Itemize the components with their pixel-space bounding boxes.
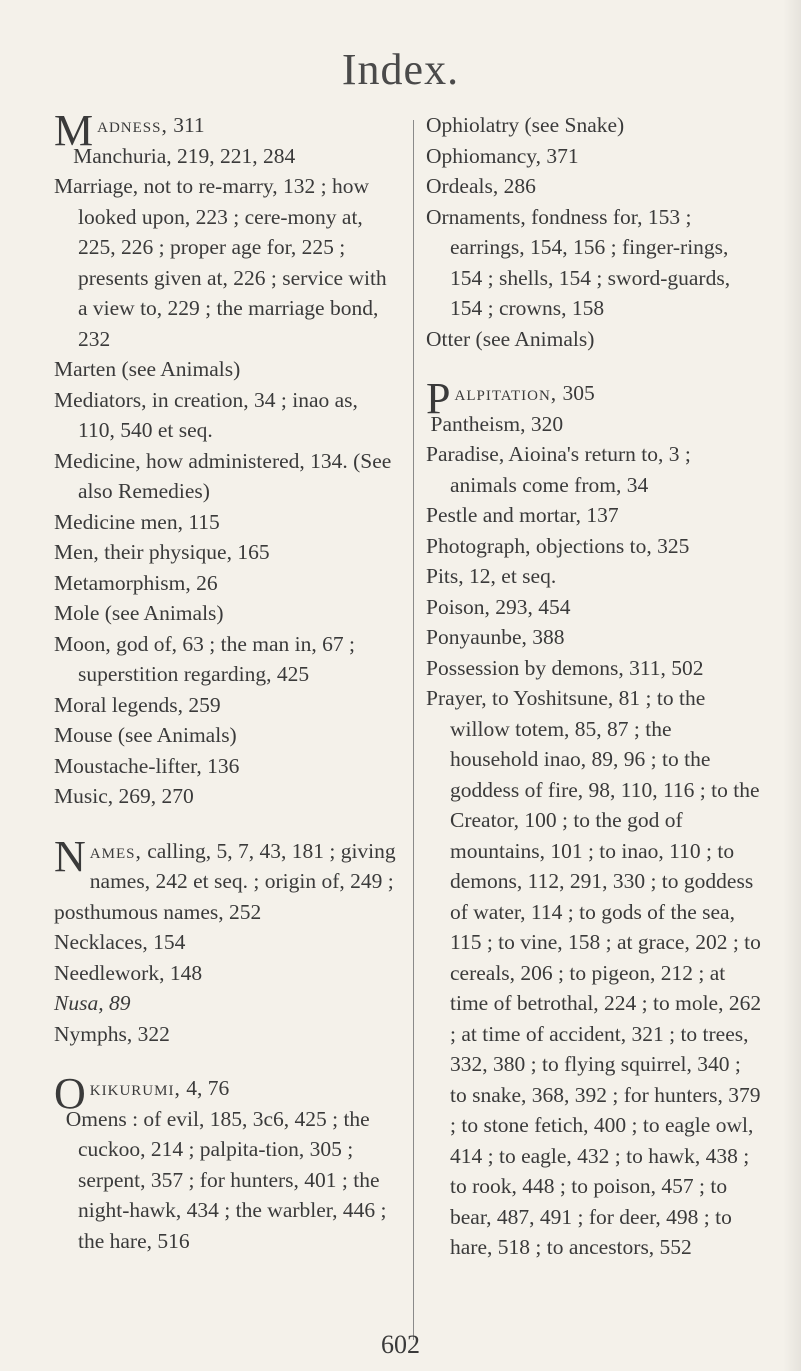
index-entry: Moral legends, 259 xyxy=(54,692,221,717)
lead-word: adness, xyxy=(97,113,168,137)
index-entry: Paradise, Aioina's return to, 3 ; animals come from, 34 xyxy=(426,442,691,497)
index-entry: Otter (see Animals) xyxy=(426,326,595,351)
lead-word: kikurumi, xyxy=(89,1076,181,1100)
index-entry: Ponyaunbe, 388 xyxy=(426,625,565,649)
index-entry: Ophiolatry (see Snake) xyxy=(426,113,625,137)
column-divider xyxy=(413,120,414,1340)
index-entry: Photograph, objections to, 325 xyxy=(426,533,690,558)
left-column xyxy=(54,106,398,1256)
dropcap: P xyxy=(426,374,451,423)
index-entry: Nusa, 89 xyxy=(54,991,131,1015)
index-entry: Ordeals, 286 xyxy=(426,174,536,198)
lead-rest: calling, 5, 7, 43, 181 ; giving names, 242 et seq. ; origin of, 249 ; posthumous names, 252 xyxy=(54,838,396,924)
index-entry: Pits, 12, et seq. xyxy=(426,564,557,588)
index-entry: Moustache-lifter, 136 xyxy=(54,753,240,778)
index-entry: Needlework, 148 xyxy=(54,960,203,985)
section-m xyxy=(54,106,398,812)
dropcap: M xyxy=(54,106,94,155)
index-entry: Medicine men, 115 xyxy=(54,509,220,534)
index-entry: Moon, god of, 63 ; the man in, 67 ; superstition regarding, 425 xyxy=(54,631,355,686)
index-entry: Necklaces, 154 xyxy=(54,930,186,954)
index-entry: Pestle and mortar, 137 xyxy=(426,503,619,527)
right-column xyxy=(426,110,762,1263)
index-entry: Marten (see Animals) xyxy=(54,357,241,381)
index-entry: Prayer, to Yoshitsune, 81 ; to the willow totem, 85, 87 ; the household inao, 89, 96 ; to the goddess of fire, 98, 110, 116 ; to the Creator, 100 ; to the god of mountains, 101 ; to inao, 110 ; to demons, 112, 291, 330 ; to goddess of water, 114 ; to gods of the sea, 115 ; to vine, 158 ; at grace, 202 ; to cereals, 206 ; to pigeon, 212 ; at time of betrothal, 224 ; to mole, 262 ; at time of accident, 321 ; to trees, 332, 380 ; to flying squirrel, 340 ; to snake, 368, 392 ; for hunters, 379 ; to stone fetich, 400 ; to eagle owl, 414 ; to eagle, 432 ; to hawk, 438 ; to rook, 448 ; to poison, 457 ; to bear, 487, 491 ; for deer, 498 ; to hare, 518 ; to ancestors, 552 xyxy=(426,686,762,1259)
lead-rest: 305 xyxy=(557,381,595,405)
index-entry: Medicine, how administered, 134. (See also Remedies) xyxy=(54,448,392,503)
index-entry: Nymphs, 322 xyxy=(54,1021,170,1046)
index-entry: Omens : of evil, 185, 3c6, 425 ; the cuckoo, 214 ; palpita-tion, 305 ; serpent, 357 ; for hunters, 401 ; the night-hawk, 434 ; the warbler, 446 ; the hare, 516 xyxy=(65,1106,387,1253)
index-entry: Mediators, in creation, 34 ; inao as, 110, 540 et seq. xyxy=(54,387,358,442)
index-entry: Men, their physique, 165 xyxy=(54,540,270,564)
index-entry: Possession by demons, 311, 502 xyxy=(426,655,704,680)
dropcap: O xyxy=(54,1069,86,1118)
lead-rest: 311 xyxy=(167,113,205,137)
index-entry: Marriage, not to re-marry, 132 ; how looked upon, 223 ; cere-mony at, 225, 226 ; proper age for, 225 ; presents given at, 226 ; service with a view to, 229 ; the marriage bond, 232 xyxy=(54,174,387,351)
index-entry: Poison, 293, 454 xyxy=(426,594,571,619)
section-o xyxy=(54,1069,398,1256)
index-entry: Ophiomancy, 371 xyxy=(426,143,579,168)
index-entry: Pantheism, 320 xyxy=(430,411,564,436)
index-entry: Mouse (see Animals) xyxy=(54,723,237,747)
page-number: 602 xyxy=(381,1330,420,1359)
index-entry: Metamorphism, 26 xyxy=(54,570,218,595)
dropcap: N xyxy=(54,831,86,881)
index-entry: Ornaments, fondness for, 153 ; earrings, 154, 156 ; finger-rings, 154 ; shells, 154 ; sword-guards, 154 ; crowns, 158 xyxy=(426,204,731,320)
lead-rest: 4, 76 xyxy=(180,1076,230,1100)
section-p xyxy=(426,374,762,1263)
index-entry: Mole (see Animals) xyxy=(54,601,224,625)
section-lead-entry xyxy=(54,1069,398,1118)
section-lead-entry xyxy=(426,374,762,423)
lead-word: ames, xyxy=(89,838,142,863)
index-entry: Music, 269, 270 xyxy=(54,784,194,808)
page-title: Index. xyxy=(341,45,460,94)
section-o-continued xyxy=(426,110,762,354)
index-entry: Manchuria, 219, 221, 284 xyxy=(73,143,296,168)
lead-word: alpitation, xyxy=(454,381,558,405)
section-n xyxy=(54,831,398,1050)
page-edge-shadow xyxy=(783,0,801,1371)
section-lead-entry xyxy=(54,106,398,155)
section-lead-entry xyxy=(54,831,398,928)
